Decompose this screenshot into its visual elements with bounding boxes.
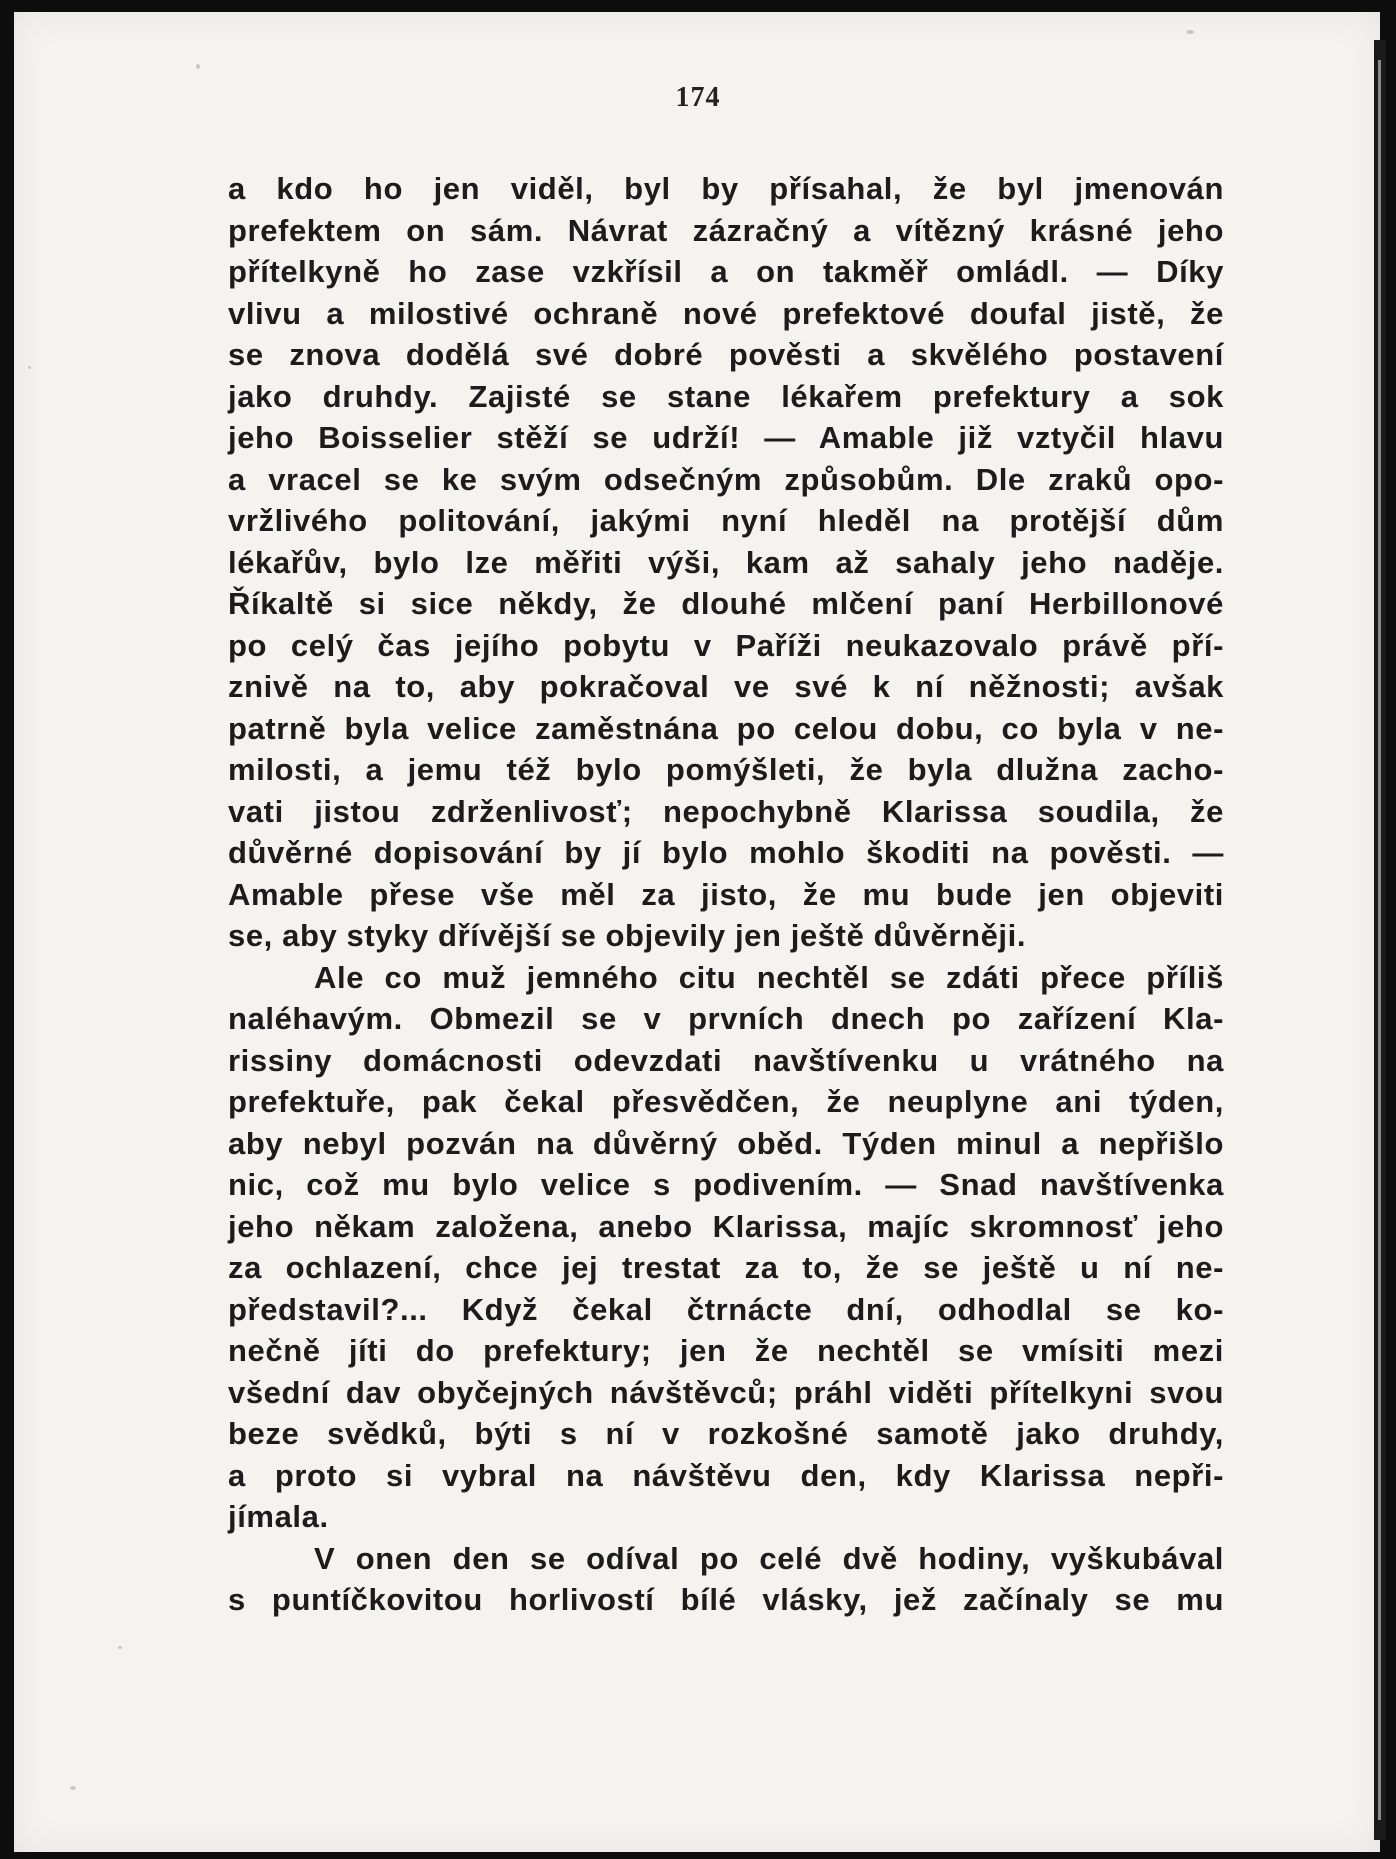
text-line: naléhavým. Obmezil se v prvních dnech po zařízení Kla-	[228, 1001, 1224, 1036]
page-edge-highlight	[1378, 60, 1381, 1820]
text-line: jímala.	[228, 1499, 329, 1534]
paragraph-start-line: V onen den se odíval po celé dvě hodiny, vyškubával	[314, 1540, 1224, 1576]
text-line: Říkaltě si sice někdy, že dlouhé mlčení paní Herbillonové	[228, 586, 1224, 621]
text-line: a kdo ho jen viděl, byl by přísahal, že byl jmenován	[228, 171, 1224, 206]
text-line: všední dav obyčejných návštěvců; práhl viděti přítelkyni svou	[228, 1374, 1224, 1410]
paper-speck	[28, 366, 31, 369]
body-text	[228, 168, 1224, 1621]
paper-speck	[118, 1646, 122, 1649]
text-line: se, aby styky dřívější se objevily jen ještě důvěrněji.	[228, 918, 1027, 953]
text-line: patrně byla velice zaměstnána po celou dobu, co byla v ne-	[228, 710, 1224, 746]
text-line: a proto si vybral na návštěvu den, kdy Klarissa nepři-	[228, 1457, 1224, 1493]
text-line: důvěrné dopisování by jí bylo mohlo škoditi na pověsti. —	[228, 835, 1224, 870]
text-line: a vracel se ke svým odsečným způsobům. Dle zraků opo-	[228, 461, 1224, 497]
text-line: nečně jíti do prefektury; jen že nechtěl se vmísiti mezi	[228, 1333, 1224, 1368]
text-line: s puntíčkovitou horlivostí bílé vlásky, jež začínaly se mu	[228, 1582, 1224, 1617]
text-line: milosti, a jemu též bylo pomýšleti, že byla dlužna zacho-	[228, 752, 1224, 787]
paper-speck	[196, 64, 200, 69]
text-line: jeho někam založena, anebo Klarissa, majíc skromnosť jeho	[228, 1208, 1224, 1244]
text-line: lékařův, bylo lze měřiti výši, kam až sahaly jeho naděje.	[228, 544, 1224, 580]
text-line: vržlivého politování, jakými nyní hleděl na protější dům	[228, 503, 1224, 538]
text-line: prefektem on sám. Návrat zázračný a vítězný krásné jeho	[228, 212, 1224, 248]
text-line: aby nebyl pozván na důvěrný oběd. Týden minul a nepřišlo	[228, 1125, 1224, 1161]
text-line: vlivu a milostivé ochraně nové prefektové doufal jistě, že	[228, 295, 1224, 331]
text-line: za ochlazení, chce jej trestat za to, že se ještě u ní ne-	[228, 1250, 1224, 1285]
page-number: 174	[675, 82, 721, 113]
text-line: po celý čas jejího pobytu v Paříži neukazovalo právě pří-	[228, 627, 1224, 663]
text-line: beze svědků, býti s ní v rozkošné samotě jako druhdy,	[228, 1416, 1224, 1451]
text-line: Amable přese vše měl za jisto, že mu bude jen objeviti	[228, 876, 1224, 912]
paragraph-start-line: Ale co muž jemného citu nechtěl se zdáti přece příliš	[314, 959, 1224, 995]
text-line: přítelkyně ho zase vzkřísil a on takměř omládl. — Díky	[228, 254, 1224, 289]
text-line: jako druhdy. Zajisté se stane lékařem prefektury a sok	[228, 378, 1224, 414]
paper-speck	[70, 1786, 76, 1790]
paper-speck	[1186, 30, 1194, 34]
text-line: nic, což mu bylo velice s podivením. — Snad navštívenka	[228, 1167, 1224, 1202]
text-line: se znova dodělá své dobré pověsti a skvělého postavení	[228, 337, 1224, 372]
text-line: jeho Boisselier stěží se udrží! — Amable již vztyčil hlavu	[228, 420, 1224, 455]
text-line: vati jistou zdrženlivosť; nepochybně Klarissa soudila, že	[228, 793, 1224, 829]
text-line: rissiny domácnosti odevzdati navštívenku u vrátného na	[228, 1042, 1224, 1078]
text-line: představil?... Když čekal čtrnácte dní, odhodlal se ko-	[228, 1291, 1224, 1327]
text-line: znivě na to, aby pokračoval ve své k ní něžnosti; avšak	[228, 669, 1224, 704]
text-line: prefektuře, pak čekal přesvědčen, že neuplyne ani týden,	[228, 1084, 1224, 1119]
